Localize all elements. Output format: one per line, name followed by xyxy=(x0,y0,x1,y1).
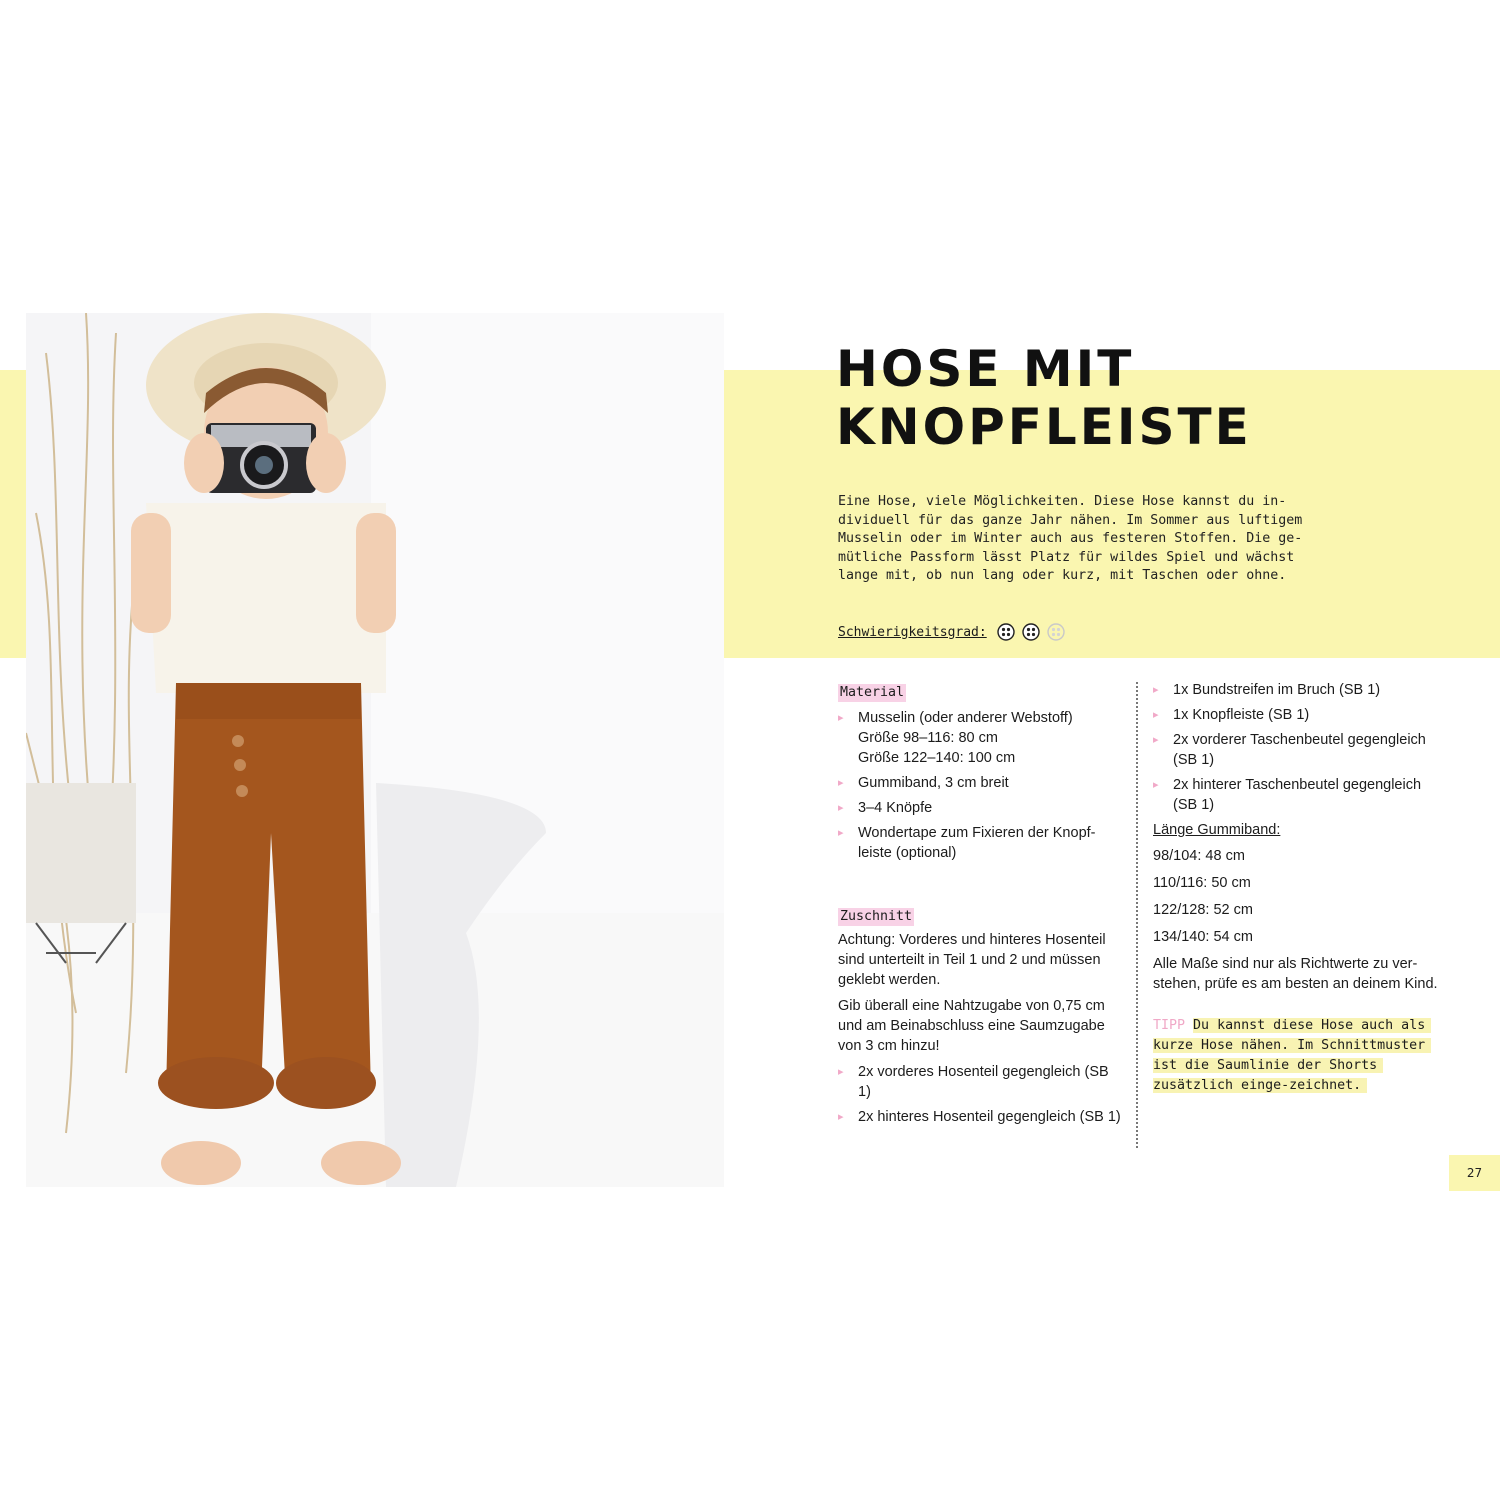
button-icon-empty xyxy=(1047,623,1065,641)
size-line: 122/128: 52 cm xyxy=(1153,902,1253,918)
zuschnitt-allowance: Gib überall eine Nahtzugabe von 0,75 cm und am Beinabschluss eine Saumzugabe von 3 cm hinzu! xyxy=(838,998,1105,1054)
material-list xyxy=(838,708,1123,863)
button-icon-filled xyxy=(1022,623,1040,641)
zuschnitt-heading: Zuschnitt xyxy=(840,909,913,924)
title-line-2: KNOPFLEISTE xyxy=(836,398,1252,456)
difficulty-label: Schwierigkeitsgrad: xyxy=(838,624,987,640)
page-title xyxy=(836,340,1252,456)
material-heading: Material xyxy=(840,685,905,700)
tip-label: TIPP xyxy=(1153,1018,1186,1033)
tip-box xyxy=(1153,1016,1443,1096)
list-item: ▸ 2x vorderer Taschenbeutel gegengleich (SB 1) xyxy=(1153,730,1443,770)
list-item: ▸ 1x Bundstreifen im Bruch (SB 1) xyxy=(1153,680,1443,700)
tip-text: Du kannst diese Hose auch als kurze Hose nähen. Im Schnittmuster ist die Saumlinie der Shorts zusätzlich einge-zeichnet. xyxy=(1153,1018,1431,1093)
list-item: ▸ 2x vorderes Hosenteil gegengleich (SB 1) xyxy=(838,1062,1123,1102)
list-item: ▸ Musselin (oder anderer Webstoff) Größe 98–116: 80 cm Größe 122–140: 100 cm xyxy=(838,708,1123,768)
list-item: ▸ 2x hinterer Taschenbeutel gegengleich (SB 1) xyxy=(1153,775,1443,815)
difficulty-rating xyxy=(838,620,1065,644)
list-item: ▸ 1x Knopfleiste (SB 1) xyxy=(1153,705,1443,725)
list-item: ▸ Gummiband, 3 cm breit xyxy=(838,773,1123,793)
size-line: 134/140: 54 cm xyxy=(1153,929,1253,945)
gummiband-heading: Länge Gummiband: xyxy=(1153,822,1281,838)
size-line: 110/116: 50 cm xyxy=(1153,875,1251,891)
sizes-note: Alle Maße sind nur als Richtwerte zu ver-stehen, prüfe es am besten an deinem Kind. xyxy=(1153,956,1438,992)
button-icon-filled xyxy=(997,623,1015,641)
zuschnitt-list xyxy=(838,1062,1123,1127)
list-item: ▸ 3–4 Knöpfe xyxy=(838,798,1123,818)
list-item: ▸ Wondertape zum Fixieren der Knopf-leiste (optional) xyxy=(838,823,1123,863)
right-column xyxy=(1153,680,1443,1096)
child-photo xyxy=(26,313,724,1187)
zuschnitt-note: Achtung: Vorderes und hinteres Hosenteil sind unterteilt in Teil 1 und 2 und müssen geklebt werden. xyxy=(838,932,1106,988)
column-divider xyxy=(1136,682,1138,1148)
size-line: 98/104: 48 cm xyxy=(1153,848,1245,864)
page-number: 27 xyxy=(1449,1155,1500,1191)
intro-text: Eine Hose, viele Möglichkeiten. Diese Hose kannst du in- dividuell für das ganze Jahr nähen. Im Sommer aus luftigem Musselin oder im Winter auch aus festeren Stoffen. Die ge- mütliche Passform lässt Platz für wildes Spiel und wächst lange mit, ob nun lang oder kurz, mit Taschen oder ohne. xyxy=(838,494,1303,584)
title-line-1: HOSE MIT xyxy=(836,340,1135,398)
list-item: ▸ 2x hinteres Hosenteil gegengleich (SB 1) xyxy=(838,1107,1123,1127)
pattern-pieces-list xyxy=(1153,680,1443,815)
left-column xyxy=(838,682,1123,1132)
